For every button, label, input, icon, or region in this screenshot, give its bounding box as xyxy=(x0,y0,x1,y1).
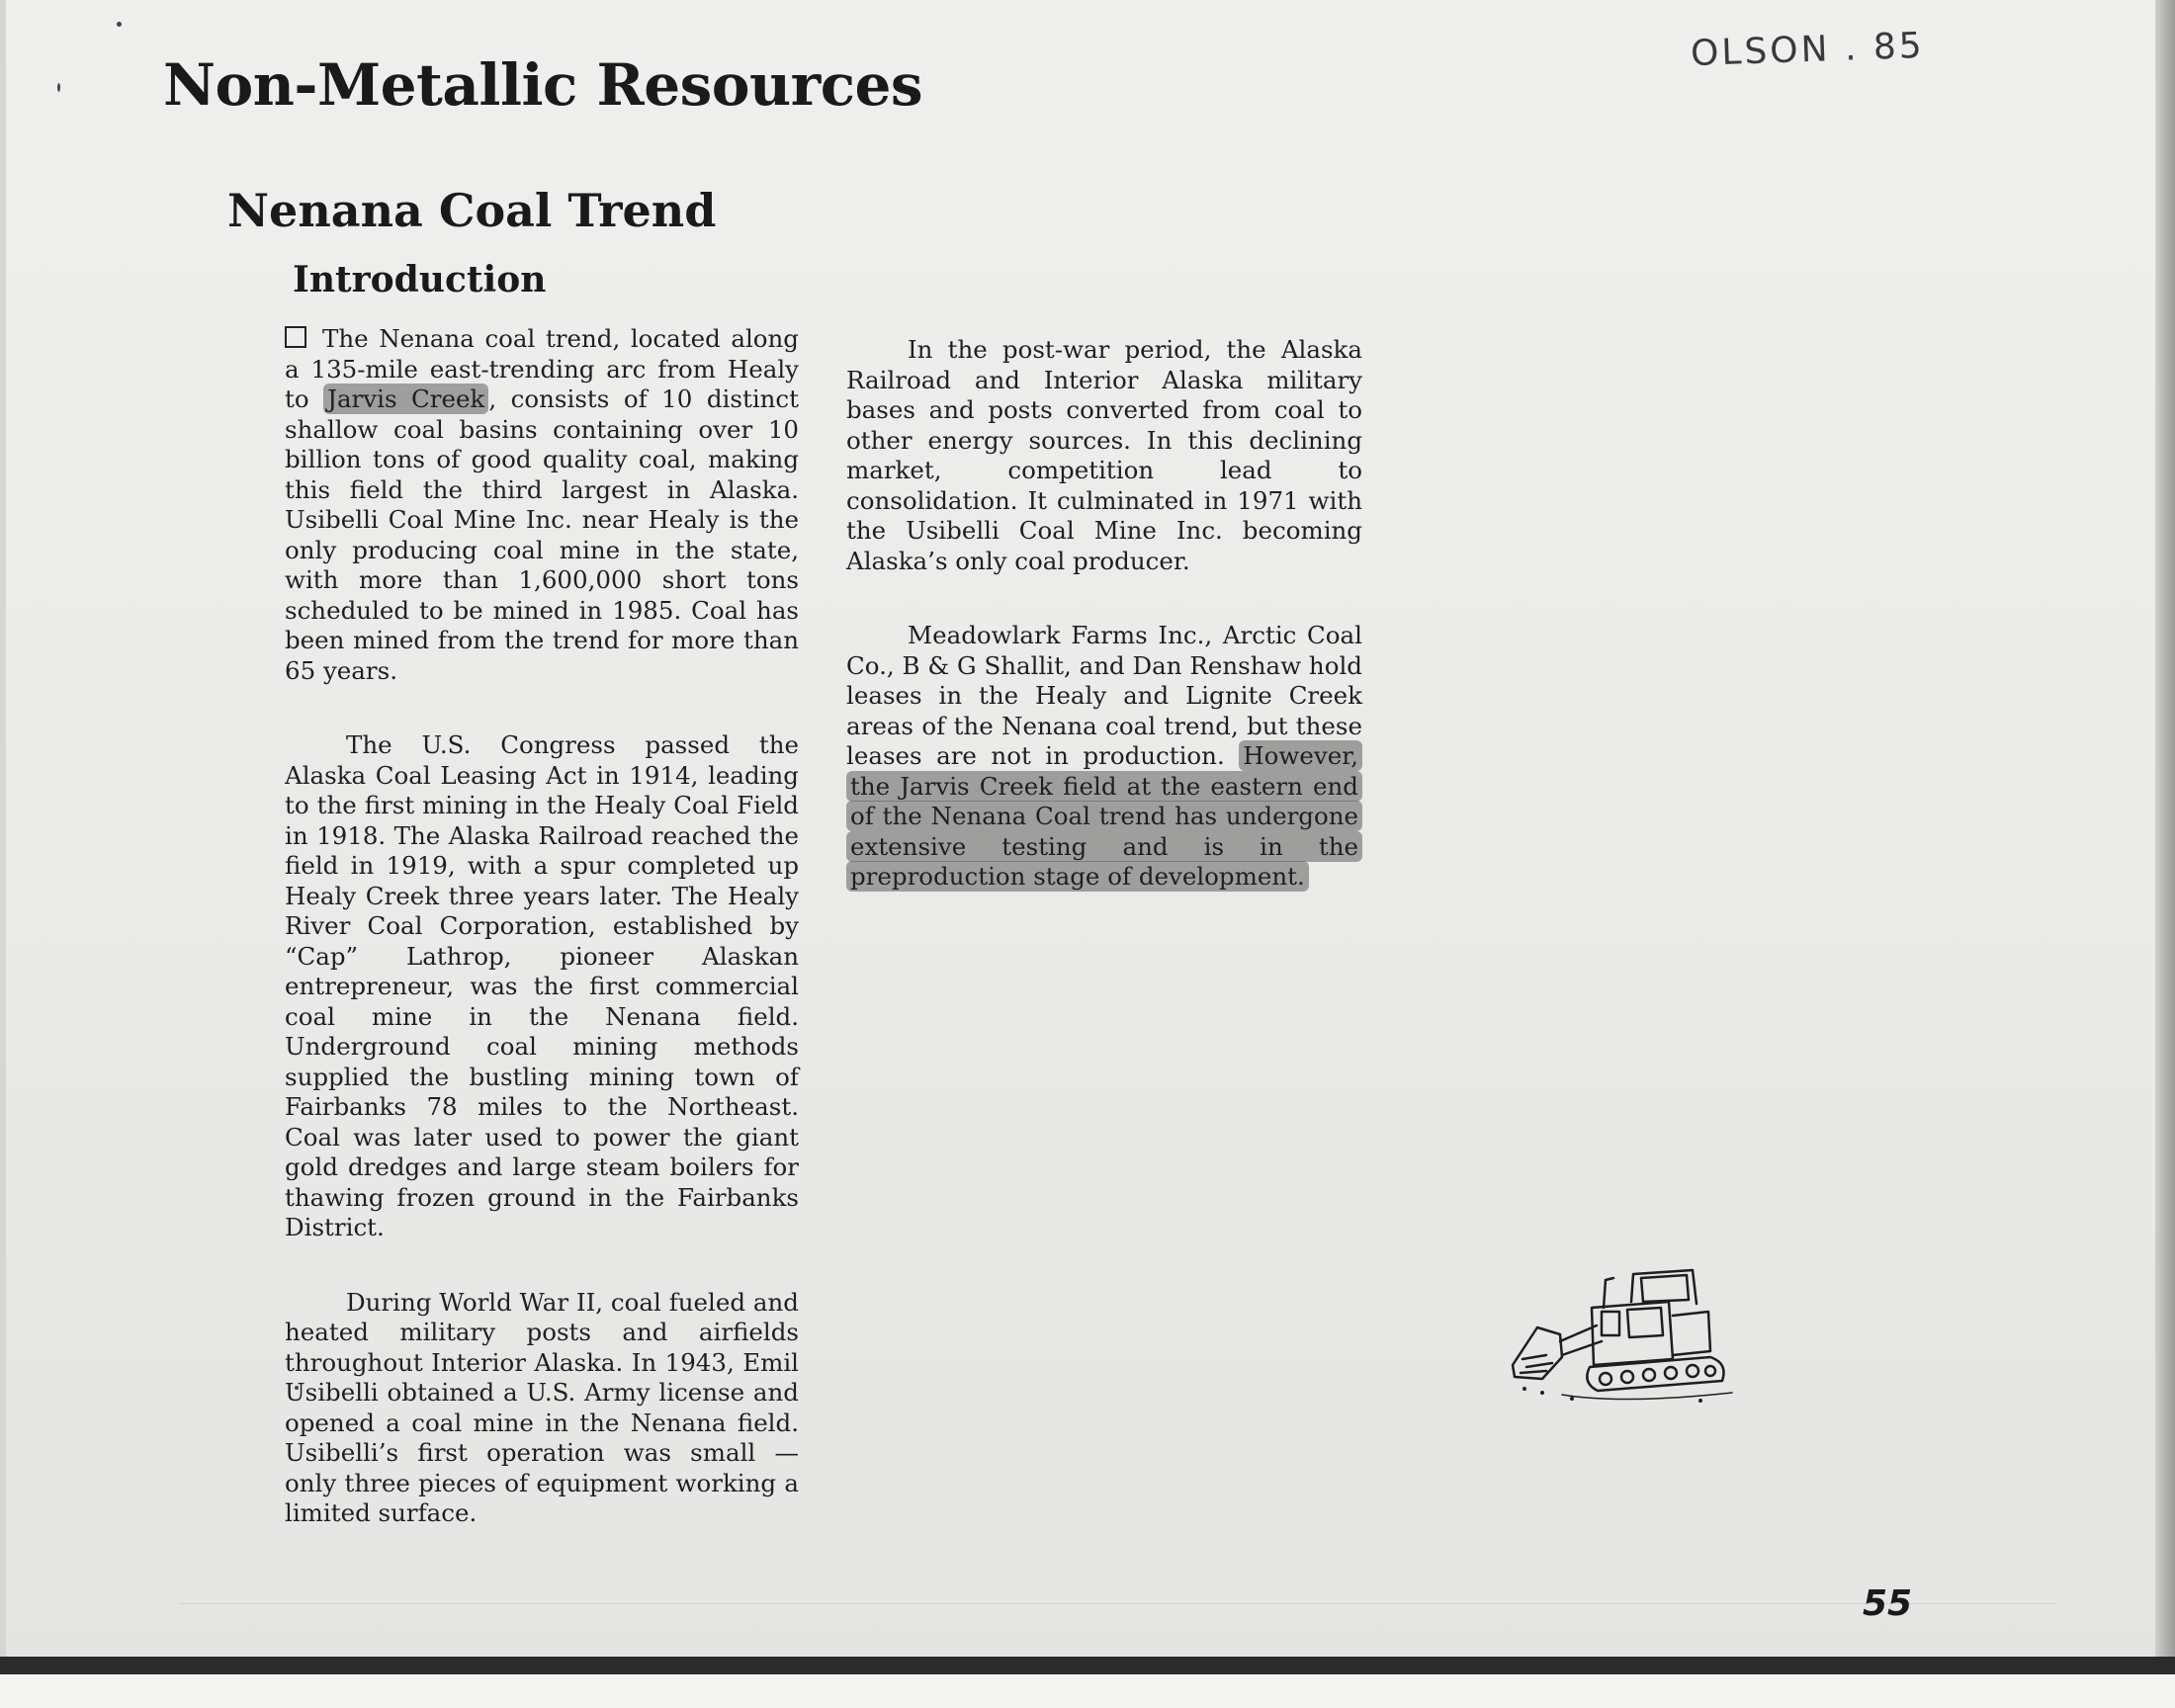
bulldozer-illustration xyxy=(1503,1260,1740,1418)
paragraph-2: The U.S. Congress passed the Alaska Coal Leasing Act in 1914, leading to the first mining in the Healy Coal Field in 1918. The Alaska Railroad reached the field in 1919, with a spur completed up Healy Creek three years later. The Healy River Coal Corporation, established by “Cap” Lathrop, pioneer Alaskan entrepreneur, was the first commercial coal mine in the Nenana field. Underground coal mining methods supplied the bustling mining town of Fairbanks 78 miles to the Northeast. Coal was later used to power the giant gold dredges and large steam boilers for thawing frozen ground in the Fairbanks District. xyxy=(285,730,799,1241)
page-left-edge xyxy=(0,0,6,1708)
page-bottom-edge xyxy=(0,1657,2175,1674)
paragraph-1-start: The Nenana coal trend, located along a 135-mile east-trending arc from Healy to xyxy=(285,324,799,413)
faint-rule xyxy=(178,1603,2056,1604)
paragraph-1-rest: , consists of 10 distinct shallow coal basins containing over 10 billion tons of good quality coal, making this field the third largest in Alaska. Usibelli Coal Mine Inc. near Healy is the only producing coal mine in the state, with more than 1,600,000 short tons scheduled to be mined in 1985. Coal has been mined from the trend for more than 65 years. xyxy=(285,384,799,685)
paragraph-5 xyxy=(846,621,1362,893)
paragraph-4: In the post-war period, the Alaska Railroad and Interior Alaska military bases and posts converted from coal to other energy sources. In this declining market, competition lead to consolidation. It culminated in 1971 with the Usibelli Coal Mine Inc. becoming Alaska’s only coal producer. xyxy=(846,335,1362,575)
paragraph-5-start: Meadowlark Farms Inc., Arctic Coal Co., B & G Shallit, and Dan Renshaw hold leases in the Healy and Lignite Creek areas of the Nenana coal trend, but these leases are not in production. xyxy=(846,621,1362,770)
scan-speck xyxy=(117,22,122,27)
highlighted-text-preproduction: However, the Jarvis Creek field at the eastern end of the Nenana Coal trend has undergone extensive testing and is in the preproduction stage of development. xyxy=(846,740,1362,892)
paragraph-3: During World War II, coal fueled and heated military posts and airfields throughout Interior Alaska. In 1943, Emil Usibelli obtained a U.S. Army license and opened a coal mine in the Nenana field. Usibelli’s first operation was small — only three pieces of equipment working a limited surface. xyxy=(285,1287,799,1527)
page-bottom-margin xyxy=(0,1674,2175,1708)
right-column xyxy=(846,335,1362,937)
introduction-heading: Introduction xyxy=(293,259,547,300)
section-subtitle: Nenana Coal Trend xyxy=(227,184,717,237)
handwritten-note: OLSON . 85 xyxy=(1690,25,1926,75)
page-number: 55 xyxy=(1863,1583,1913,1624)
paragraph-1 xyxy=(285,324,799,686)
left-column xyxy=(285,324,799,1574)
checkbox-square-icon xyxy=(285,326,306,348)
scan-speck xyxy=(57,83,60,92)
highlighted-text-jarvis-creek: Jarvis Creek xyxy=(323,384,488,414)
page-right-edge xyxy=(2155,0,2175,1708)
page-title: Non-Metallic Resources xyxy=(163,51,923,119)
